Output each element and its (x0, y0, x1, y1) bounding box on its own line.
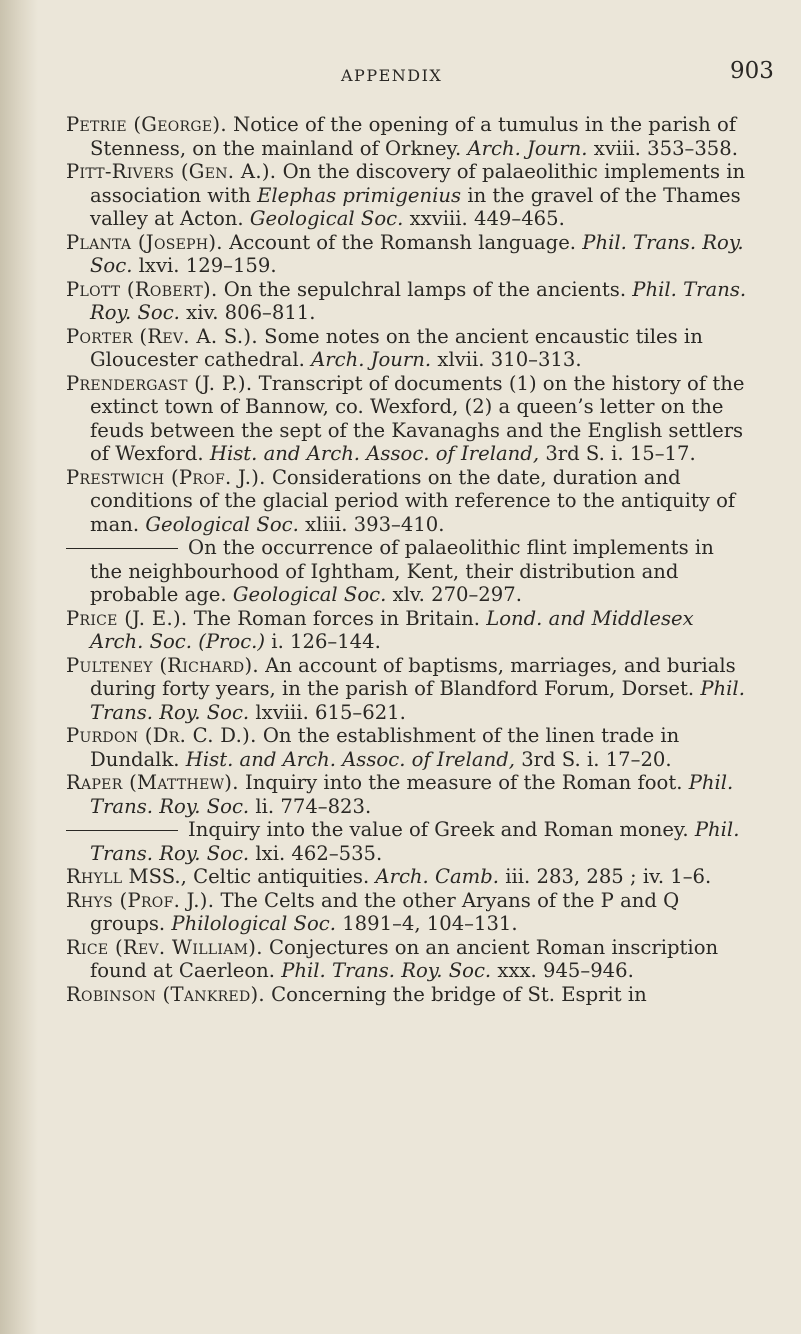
entry-author: Raper (Matthew). (66, 771, 239, 794)
entry-journal: Phil. Trans. Roy. Soc. (90, 277, 747, 324)
running-head: APPENDIX (341, 66, 443, 85)
bibliography-entry (66, 160, 752, 231)
entry-title: MSS., Celtic antiquities. (128, 865, 370, 888)
entry-journal: Philological Soc. (171, 912, 336, 935)
entry-reference: 3rd S. i. 15–17. (545, 442, 696, 465)
entry-title: Conjectures on an ancient Roman inscription found at Caerleon. (90, 935, 719, 982)
entry-author: Prendergast (J. P.). (66, 371, 253, 395)
entry-reference: xiv. 806–811. (186, 301, 316, 324)
entry-journal: Phil. Trans. Roy. Soc. (90, 677, 745, 724)
entry-reference: lxi. 462–535. (255, 841, 383, 865)
entry-journal: Hist. and Arch. Assoc. of Ireland, (209, 442, 540, 465)
bibliography-entry (66, 889, 752, 936)
bibliography-entry (66, 936, 752, 983)
bibliography-entry (66, 724, 752, 771)
entry-author: Prestwich (Prof. J.). (66, 465, 266, 489)
bibliography-entry (66, 865, 752, 889)
bibliography-list (66, 113, 752, 1006)
entry-title: Transcript of documents (1) on the history of the extinct town of Bannow, co. Wexford, (2) a queen’s letter on the feuds between the sept of the Kavanaghs and the English settlers of Wexford. (90, 371, 745, 465)
entry-reference: i. 126–144. (271, 630, 381, 653)
entry-reference: iii. 283, 285 ; iv. 1–6. (505, 865, 712, 888)
entry-reference: lxviii. 615–621. (255, 700, 406, 724)
entry-title: Notice of the opening of a tumulus in the parish of Stenness, on the mainland of Orkney. (90, 113, 737, 160)
entry-journal: Geological Soc. (145, 512, 299, 536)
entry-title: The Roman forces in Britain. (193, 606, 480, 630)
entry-title: Account of the Romansh language. (229, 230, 577, 254)
entry-author: Rhyll (66, 865, 123, 888)
bibliography-entry (66, 231, 752, 278)
entry-journal: Geological Soc. (232, 583, 387, 606)
bibliography-entry (66, 325, 752, 372)
entry-reference: lxvi. 129–159. (138, 254, 277, 277)
entry-title: The Celts and the other Aryans of the P and Q groups. (90, 888, 680, 935)
bibliography-entry (66, 278, 752, 325)
entry-title: On the establishment of the linen trade in Dundalk. (90, 724, 680, 771)
bibliography-entry (66, 771, 752, 818)
entry-author: Porter (Rev. A. S.). (66, 324, 258, 348)
entry-reference: xxviii. 449–465. (409, 207, 565, 230)
entry-reference: xliii. 393–410. (305, 512, 445, 536)
entry-reference: xlvii. 310–313. (437, 348, 582, 371)
entry-author: Pitt-Rivers (Gen. A.). (66, 160, 277, 183)
entry-journal: Phil. Trans. Roy. Soc. (281, 959, 492, 982)
entry-author: Robinson (Tankred). (66, 982, 265, 1006)
entry-journal: Phil. Trans. Roy. Soc. (90, 230, 744, 277)
entry-journal: Phil. Trans. Roy. Soc. (90, 818, 740, 865)
entry-journal: Phil. Trans. Roy. Soc. (90, 771, 734, 818)
page-number: 903 (730, 58, 774, 84)
entry-reference: li. 774–823. (255, 794, 372, 818)
entry-title: On the sepulchral lamps of the ancients. (223, 277, 627, 301)
entry-species: Elephas primigenius (257, 183, 462, 207)
entry-journal: Geological Soc. (249, 207, 404, 230)
entry-author: Rice (Rev. William). (66, 935, 263, 959)
entry-title-continued: in the gravel of the Thames valley at Acton. (90, 183, 741, 230)
entry-journal: Arch. Journ. (311, 348, 432, 371)
bibliography-entry (66, 654, 752, 725)
bibliography-entry (66, 372, 752, 466)
bibliography-entry (66, 983, 752, 1007)
entry-reference: 3rd S. i. 17–20. (521, 747, 672, 771)
entry-title: Inquiry into the measure of the Roman foot. (244, 771, 683, 794)
bibliography-entry (66, 607, 752, 654)
entry-title: Concerning the bridge of St. Esprit in (271, 982, 647, 1006)
entry-author: Rhys (Prof. J.). (66, 888, 215, 912)
entry-author: Plott (Robert). (66, 277, 218, 301)
entry-title: On the discovery of palaeolithic implements in association with (90, 160, 746, 207)
entry-title: On the occurrence of palaeolithic flint implements in the neighbourhood of Ightham, Kent, their distribution and probable age. (90, 536, 714, 606)
page-header (0, 52, 801, 92)
entry-reference: xlv. 270–297. (392, 583, 522, 606)
bibliography-entry (66, 466, 752, 537)
entry-journal: Lond. and Middlesex Arch. Soc. (Proc.) (90, 606, 694, 653)
bibliography-entry (66, 113, 752, 160)
bibliography-entry (66, 818, 752, 865)
entry-reference: 1891–4, 104–131. (342, 912, 518, 935)
ditto-dash (66, 548, 178, 549)
entry-journal: Hist. and Arch. Assoc. of Ireland, (185, 747, 515, 771)
entry-journal: Arch. Journ. (467, 136, 588, 160)
entry-title: An account of baptisms, marriages, and burials during forty years, in the parish of Blandford Forum, Dorset. (90, 653, 736, 700)
entry-reference: xviii. 353–358. (593, 136, 738, 160)
entry-author: Petrie (George). (66, 113, 227, 136)
entry-title: Inquiry into the value of Greek and Roman money. (188, 818, 689, 841)
entry-reference: xxx. 945–946. (497, 959, 634, 982)
entry-title: Some notes on the ancient encaustic tiles in Gloucester cathedral. (90, 324, 703, 371)
page-spine-shadow (0, 0, 38, 1334)
entry-author: Purdon (Dr. C. D.). (66, 724, 257, 747)
ditto-dash (66, 830, 178, 831)
entry-author: Price (J. E.). (66, 606, 188, 630)
entry-author: Pulteney (Richard). (66, 653, 259, 677)
entry-title: Considerations on the date, duration and conditions of the glacial period with reference to the antiquity of man. (90, 465, 736, 536)
bibliography-entry (66, 536, 752, 607)
entry-journal: Arch. Camb. (375, 865, 500, 888)
entry-author: Planta (Joseph). (66, 230, 223, 254)
